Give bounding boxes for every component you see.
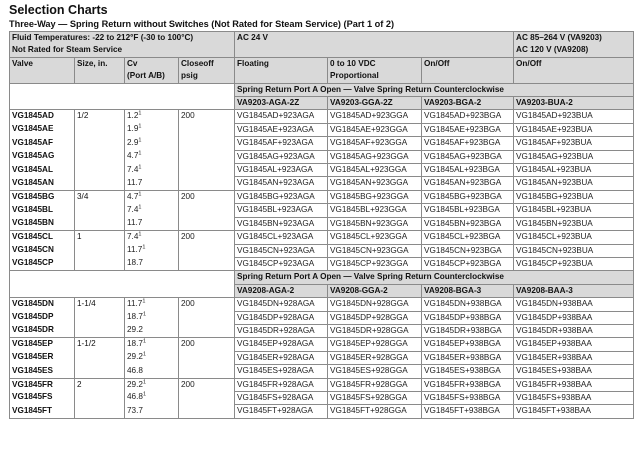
part-number: VG1845CL+923BUA <box>514 231 634 244</box>
size-cell <box>75 405 125 418</box>
part-number: VG1845FT+928AGA <box>235 405 328 418</box>
cv-value: 11.7 <box>127 299 143 309</box>
table-row <box>10 164 634 177</box>
part-number: VG1845EP+938BGA <box>422 338 514 351</box>
table-row <box>10 298 634 311</box>
size-cell <box>75 150 125 163</box>
actuator-model: VA9208-AGA-2 <box>235 284 328 297</box>
part-number: VG1845BL+923BGA <box>422 204 514 217</box>
valve-code: VG1845DR <box>10 324 75 337</box>
table-row <box>10 110 634 123</box>
part-number: VG1845AF+923AGA <box>235 137 328 150</box>
size-cell <box>75 257 125 270</box>
cv-value: 18.7 <box>127 258 143 268</box>
section-header-row <box>10 83 634 96</box>
cv-footnote: 1 <box>138 191 142 198</box>
part-number: VG1845BG+923AGA <box>235 190 328 203</box>
part-number: VG1845CL+923GGA <box>328 231 422 244</box>
actuator-model: VA9208-BAA-3 <box>514 284 634 297</box>
closeoff-cell: 200 <box>179 231 235 244</box>
part-number: VG1845BG+923BGA <box>422 190 514 203</box>
closeoff-cell <box>179 391 235 404</box>
cv-value: 73.7 <box>127 405 143 415</box>
part-number: VG1845CL+923BGA <box>422 231 514 244</box>
floating-header: Floating <box>235 57 328 83</box>
table-row <box>10 204 634 217</box>
part-number: VG1845DN+928AGA <box>235 298 328 311</box>
closeoff-cell: 200 <box>179 190 235 203</box>
section-spacer <box>10 97 235 110</box>
valve-code: VG1845BG <box>10 190 75 203</box>
part-number: VG1845AE+923GGA <box>328 123 422 136</box>
closeoff-cell <box>179 244 235 257</box>
closeoff-cell <box>179 405 235 418</box>
part-number: VG1845DP+938BAA <box>514 311 634 324</box>
part-number: VG1845BL+923BUA <box>514 204 634 217</box>
cv-footnote: 1 <box>138 150 142 157</box>
part-number: VG1845ER+938BAA <box>514 351 634 364</box>
actuator-model: VA9208-BGA-3 <box>422 284 514 297</box>
section-spacer <box>10 83 235 96</box>
part-number: VG1845ES+928AGA <box>235 365 328 378</box>
cv-value: 11.7 <box>127 177 143 187</box>
part-number: VG1845AD+923AGA <box>235 110 328 123</box>
cv-cell <box>125 164 179 177</box>
part-number: VG1845EP+938BAA <box>514 338 634 351</box>
table-row <box>10 150 634 163</box>
table-row <box>10 177 634 190</box>
closeoff-cell <box>179 137 235 150</box>
selection-table <box>9 31 634 419</box>
part-number: VG1845AD+923GGA <box>328 110 422 123</box>
valve-code: VG1845AF <box>10 137 75 150</box>
header-row-voltage <box>10 32 634 58</box>
cv-value: 18.7 <box>127 339 143 349</box>
part-number: VG1845CP+923BUA <box>514 257 634 270</box>
proportional-header: 0 to 10 VDC Proportional <box>328 57 422 83</box>
part-number: VG1845DR+928GGA <box>328 324 422 337</box>
size-cell <box>75 351 125 364</box>
valve-code: VG1845AN <box>10 177 75 190</box>
part-number: VG1845CL+923AGA <box>235 231 328 244</box>
table-row <box>10 217 634 230</box>
cv-cell <box>125 311 179 324</box>
cv-value: 1.9 <box>127 124 139 134</box>
part-number: VG1845FT+938BGA <box>422 405 514 418</box>
valve-code: VG1845FS <box>10 391 75 404</box>
part-number: VG1845BG+923GGA <box>328 190 422 203</box>
closeoff-cell <box>179 164 235 177</box>
table-row <box>10 231 634 244</box>
closeoff-cell <box>179 257 235 270</box>
size-cell: 1 <box>75 231 125 244</box>
size-cell <box>75 324 125 337</box>
cv-value: 18.7 <box>127 312 143 322</box>
cv-footnote: 1 <box>142 378 146 385</box>
part-number: VG1845AD+923BGA <box>422 110 514 123</box>
size-cell <box>75 217 125 230</box>
part-number: VG1845CP+923GGA <box>328 257 422 270</box>
actuator-model: VA9203-BGA-2 <box>422 97 514 110</box>
section-spacer <box>10 271 235 284</box>
part-number: VG1845AN+923GGA <box>328 177 422 190</box>
cv-cell <box>125 110 179 123</box>
table-row <box>10 391 634 404</box>
table-row <box>10 311 634 324</box>
valve-code: VG1845BL <box>10 204 75 217</box>
part-number: VG1845AG+923BGA <box>422 150 514 163</box>
size-cell: 1-1/2 <box>75 338 125 351</box>
table-row <box>10 324 634 337</box>
actuator-row <box>10 97 634 110</box>
part-number: VG1845CP+923BGA <box>422 257 514 270</box>
table-row <box>10 405 634 418</box>
closeoff-cell <box>179 150 235 163</box>
size-cell <box>75 365 125 378</box>
part-number: VG1845DR+928AGA <box>235 324 328 337</box>
cv-cell <box>125 405 179 418</box>
size-cell <box>75 164 125 177</box>
part-number: VG1845FS+928AGA <box>235 391 328 404</box>
valve-code: VG1845ER <box>10 351 75 364</box>
valve-code: VG1845FR <box>10 378 75 391</box>
valve-code: VG1845AD <box>10 110 75 123</box>
ac24-header: AC 24 V <box>235 32 514 58</box>
part-number: VG1845BN+923AGA <box>235 217 328 230</box>
part-number: VG1845CN+923BGA <box>422 244 514 257</box>
part-number: VG1845BL+923AGA <box>235 204 328 217</box>
size-cell <box>75 204 125 217</box>
cv-header: Cv (Port A/B) <box>125 57 179 83</box>
part-number: VG1845BN+923BGA <box>422 217 514 230</box>
cv-footnote: 1 <box>138 231 142 238</box>
size-cell: 3/4 <box>75 190 125 203</box>
cv-cell <box>125 177 179 190</box>
actuator-row <box>10 284 634 297</box>
section-label: Spring Return Port A Open — Valve Spring Return Counterclockwise <box>235 271 634 284</box>
cv-cell <box>125 231 179 244</box>
valve-code: VG1845CN <box>10 244 75 257</box>
part-number: VG1845AE+923BUA <box>514 123 634 136</box>
part-number: VG1845DP+938BGA <box>422 311 514 324</box>
cv-cell <box>125 137 179 150</box>
part-number: VG1845ES+928GGA <box>328 365 422 378</box>
part-number: VG1845BN+923BUA <box>514 217 634 230</box>
cv-value: 4.7 <box>127 191 139 201</box>
cv-value: 29.2 <box>127 352 143 362</box>
part-number: VG1845EP+928GGA <box>328 338 422 351</box>
cv-cell <box>125 365 179 378</box>
table-row <box>10 244 634 257</box>
part-number: VG1845AE+923BGA <box>422 123 514 136</box>
table-row <box>10 351 634 364</box>
part-number: VG1845AL+923GGA <box>328 164 422 177</box>
cv-cell <box>125 351 179 364</box>
onoff-header: On/Off <box>422 57 514 83</box>
part-number: VG1845CN+923GGA <box>328 244 422 257</box>
closeoff-cell: 200 <box>179 378 235 391</box>
valve-code: VG1845EP <box>10 338 75 351</box>
part-number: VG1845DN+938BGA <box>422 298 514 311</box>
part-number: VG1845CN+923BUA <box>514 244 634 257</box>
size-cell: 1-1/4 <box>75 298 125 311</box>
valve-code: VG1845ES <box>10 365 75 378</box>
part-number: VG1845FS+928GGA <box>328 391 422 404</box>
cv-footnote: 1 <box>142 338 146 345</box>
part-number: VG1845BG+923BUA <box>514 190 634 203</box>
closeoff-cell: 200 <box>179 298 235 311</box>
cv-footnote: 1 <box>138 204 142 211</box>
part-number: VG1845ER+928GGA <box>328 351 422 364</box>
size-cell <box>75 137 125 150</box>
page-title: Selection Charts <box>9 3 108 17</box>
part-number: VG1845CP+923AGA <box>235 257 328 270</box>
part-number: VG1845FR+938BAA <box>514 378 634 391</box>
part-number: VG1845AF+923BUA <box>514 137 634 150</box>
closeoff-header: Closeoff psig <box>179 57 235 83</box>
actuator-model: VA9208-GGA-2 <box>328 284 422 297</box>
part-number: VG1845ER+938BGA <box>422 351 514 364</box>
size-header: Size, in. <box>75 57 125 83</box>
cv-footnote: 1 <box>138 163 142 170</box>
cv-value: 46.8 <box>127 392 143 402</box>
size-cell <box>75 311 125 324</box>
cv-cell <box>125 244 179 257</box>
cv-value: 7.4 <box>127 232 139 242</box>
cv-footnote: 1 <box>142 311 146 318</box>
actuator-model: VA9203-BUA-2 <box>514 97 634 110</box>
closeoff-cell <box>179 177 235 190</box>
onoff-header-2: On/Off <box>514 57 634 83</box>
part-number: VG1845AN+923BUA <box>514 177 634 190</box>
cv-cell <box>125 378 179 391</box>
part-number: VG1845ER+928AGA <box>235 351 328 364</box>
cv-value: 7.4 <box>127 164 139 174</box>
section-header-row <box>10 271 634 284</box>
part-number: VG1845AF+923GGA <box>328 137 422 150</box>
table-row <box>10 378 634 391</box>
part-number: VG1845AG+923AGA <box>235 150 328 163</box>
part-number: VG1845DN+928GGA <box>328 298 422 311</box>
size-cell <box>75 123 125 136</box>
part-number: VG1845FR+928AGA <box>235 378 328 391</box>
part-number: VG1845EP+928AGA <box>235 338 328 351</box>
cv-footnote: 1 <box>142 351 146 358</box>
table-row <box>10 123 634 136</box>
closeoff-cell <box>179 217 235 230</box>
part-number: VG1845AG+923GGA <box>328 150 422 163</box>
cv-value: 11.7 <box>127 245 143 254</box>
cv-footnote: 1 <box>138 110 142 117</box>
part-number: VG1845ES+938BGA <box>422 365 514 378</box>
part-number: VG1845AG+923BUA <box>514 150 634 163</box>
fluid-temperature-cell: Fluid Temperatures: -22 to 212°F (-30 to 100°C) Not Rated for Steam Service <box>10 32 235 58</box>
cv-footnote: 1 <box>138 123 142 130</box>
valve-code: VG1845BN <box>10 217 75 230</box>
cv-value: 46.8 <box>127 365 143 375</box>
table-row <box>10 257 634 270</box>
part-number: VG1845AN+923BGA <box>422 177 514 190</box>
size-cell: 1/2 <box>75 110 125 123</box>
section-label: Spring Return Port A Open — Valve Spring Return Counterclockwise <box>235 83 634 96</box>
size-cell <box>75 177 125 190</box>
valve-code: VG1845AL <box>10 164 75 177</box>
size-cell <box>75 391 125 404</box>
closeoff-cell: 200 <box>179 110 235 123</box>
part-number: VG1845FS+938BAA <box>514 391 634 404</box>
actuator-model: VA9203-AGA-2Z <box>235 97 328 110</box>
valve-code: VG1845DN <box>10 298 75 311</box>
actuator-model: VA9203-GGA-2Z <box>328 97 422 110</box>
cv-value: 2.9 <box>127 137 139 147</box>
cv-cell <box>125 338 179 351</box>
part-number: VG1845DP+928GGA <box>328 311 422 324</box>
cv-value: 7.4 <box>127 204 139 214</box>
cv-cell <box>125 190 179 203</box>
part-number: VG1845FR+928GGA <box>328 378 422 391</box>
closeoff-cell <box>179 365 235 378</box>
cv-cell <box>125 324 179 337</box>
cv-cell <box>125 257 179 270</box>
cv-cell <box>125 123 179 136</box>
part-number: VG1845FT+938BAA <box>514 405 634 418</box>
part-number: VG1845AL+923BGA <box>422 164 514 177</box>
closeoff-cell <box>179 204 235 217</box>
closeoff-cell <box>179 311 235 324</box>
valve-code: VG1845AG <box>10 150 75 163</box>
cv-cell <box>125 150 179 163</box>
valve-code: VG1845FT <box>10 405 75 418</box>
cv-footnote: 1 <box>142 244 146 251</box>
header-row-columns <box>10 57 634 83</box>
closeoff-cell <box>179 351 235 364</box>
part-number: VG1845BN+923GGA <box>328 217 422 230</box>
table-row <box>10 365 634 378</box>
part-number: VG1845FS+938BGA <box>422 391 514 404</box>
cv-value: 4.7 <box>127 151 139 161</box>
cv-cell <box>125 217 179 230</box>
ac85-header: AC 85–264 V (VA9203) AC 120 V (VA9208) <box>514 32 634 58</box>
part-number: VG1845DP+928AGA <box>235 311 328 324</box>
size-cell <box>75 244 125 257</box>
cv-value: 29.2 <box>127 325 143 335</box>
closeoff-cell: 200 <box>179 338 235 351</box>
part-number: VG1845FR+938BGA <box>422 378 514 391</box>
part-number: VG1845AN+923AGA <box>235 177 328 190</box>
cv-value: 29.2 <box>127 379 143 389</box>
table-row <box>10 338 634 351</box>
valve-code: VG1845CP <box>10 257 75 270</box>
part-number: VG1845AL+923AGA <box>235 164 328 177</box>
part-number: VG1845DN+938BAA <box>514 298 634 311</box>
cv-footnote: 1 <box>138 137 142 144</box>
part-number: VG1845ES+938BAA <box>514 365 634 378</box>
part-number: VG1845AF+923BGA <box>422 137 514 150</box>
table-row <box>10 190 634 203</box>
part-number: VG1845AD+923BUA <box>514 110 634 123</box>
section-spacer <box>10 284 235 297</box>
part-number: VG1845FT+928GGA <box>328 405 422 418</box>
part-number: VG1845BL+923GGA <box>328 204 422 217</box>
valve-code: VG1845AE <box>10 123 75 136</box>
cv-value: 1.2 <box>127 111 139 121</box>
cv-footnote: 1 <box>142 391 146 398</box>
valve-code: VG1845DP <box>10 311 75 324</box>
part-number: VG1845AE+923AGA <box>235 123 328 136</box>
cv-cell <box>125 204 179 217</box>
part-number: VG1845DR+938BAA <box>514 324 634 337</box>
table-row <box>10 137 634 150</box>
size-cell: 2 <box>75 378 125 391</box>
table-caption: Three-Way — Spring Return without Switches (Not Rated for Steam Service) (Part 1 of 2) <box>9 19 395 29</box>
part-number: VG1845AL+923BUA <box>514 164 634 177</box>
valve-header: Valve <box>10 57 75 83</box>
cv-cell <box>125 298 179 311</box>
cv-footnote: 1 <box>142 298 146 305</box>
part-number: VG1845CN+923AGA <box>235 244 328 257</box>
part-number: VG1845DR+938BGA <box>422 324 514 337</box>
closeoff-cell <box>179 324 235 337</box>
cv-value: 11.7 <box>127 218 143 228</box>
cv-cell <box>125 391 179 404</box>
closeoff-cell <box>179 123 235 136</box>
valve-code: VG1845CL <box>10 231 75 244</box>
